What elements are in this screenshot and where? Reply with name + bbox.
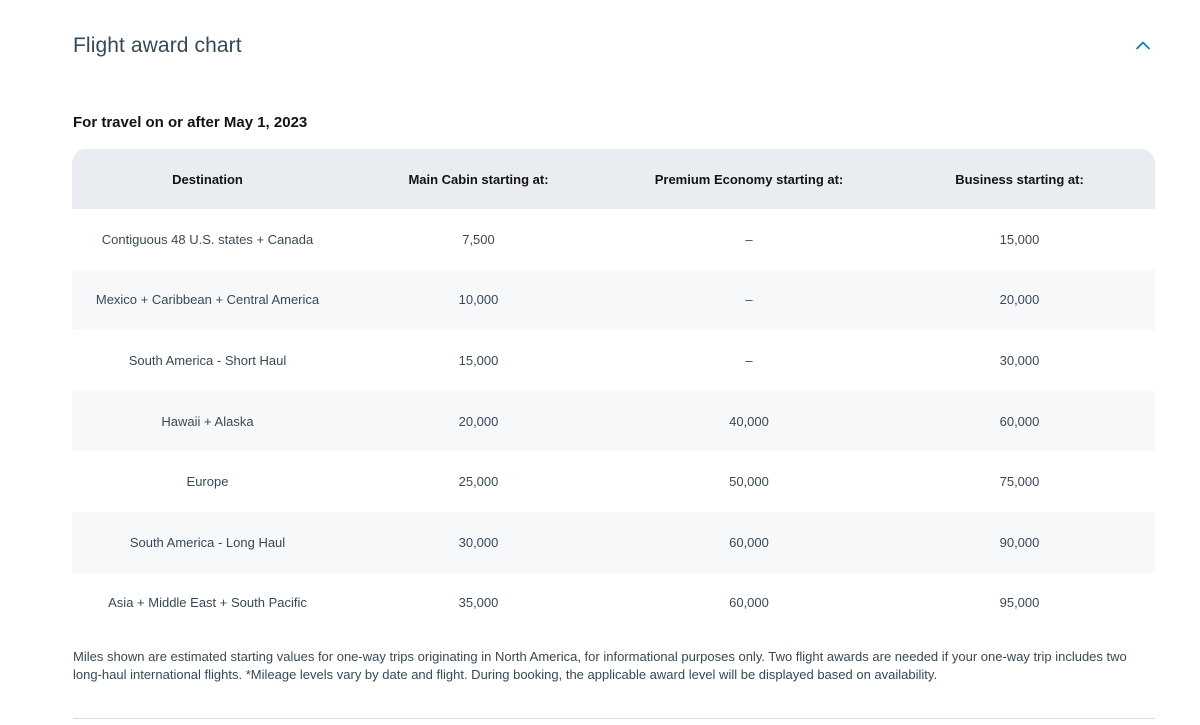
premium-economy-cell: – [745,352,753,368]
destination-cell: South America - Long Haul [129,534,286,550]
main-cabin-cell: 7,500 [462,231,495,247]
business-cell: 30,000 [999,352,1040,368]
business-cell: 75,000 [999,474,1040,490]
header-business: Business starting at: [955,171,1084,187]
table-row [72,209,1155,270]
table-row [72,330,1155,391]
travel-date-subheading: For travel on or after May 1, 2023 [73,114,308,131]
table-row [72,270,1155,331]
table-row [72,573,1155,634]
main-cabin-cell: 10,000 [458,292,499,308]
business-cell: 20,000 [999,292,1040,308]
business-cell: 95,000 [999,595,1040,611]
premium-economy-cell: – [745,292,753,308]
destination-cell: South America - Short Haul [128,352,287,368]
premium-economy-cell: – [745,231,753,247]
destination-cell: Contiguous 48 U.S. states + Canada [101,231,314,247]
main-cabin-cell: 30,000 [458,534,499,550]
main-cabin-cell: 35,000 [458,595,499,611]
premium-economy-cell: 50,000 [729,474,769,490]
premium-economy-cell: 60,000 [729,595,769,611]
main-cabin-cell: 25,000 [458,474,499,490]
destination-cell: Europe [186,474,229,490]
business-cell: 15,000 [999,231,1040,247]
award-footnote: Miles shown are estimated starting values for one-way trips originating in North America, for informational purposes only. Two flight awards are needed if your one-way trip includes two long-haul international flights. *Mileage levels vary by date and flight. During booking, the applicable award level will be displayed based on availability. [73,649,1127,682]
header-main-cabin: Main Cabin starting at: [408,171,549,187]
premium-economy-cell: 60,000 [729,534,769,550]
section-title: Flight award chart [73,34,242,57]
table-row [72,512,1155,573]
table-row [72,451,1155,512]
accordion-header[interactable] [73,30,1155,66]
table-row [72,391,1155,452]
destination-cell: Hawaii + Alaska [161,413,254,429]
award-chart-table [72,149,1155,633]
premium-economy-cell: 40,000 [729,413,769,429]
header-premium-economy: Premium Economy starting at: [654,171,844,187]
business-cell: 60,000 [999,413,1040,429]
header-destination: Destination [172,171,243,187]
table-header-row [72,149,1155,209]
main-cabin-cell: 20,000 [458,413,499,429]
destination-cell: Mexico + Caribbean + Central America [95,292,320,308]
collapse-button[interactable] [1131,34,1155,58]
main-cabin-cell: 15,000 [458,352,499,368]
business-cell: 90,000 [999,534,1040,550]
chevron-up-icon [1131,34,1155,58]
destination-cell: Asia + Middle East + South Pacific [108,595,307,611]
section-divider [73,718,1155,719]
